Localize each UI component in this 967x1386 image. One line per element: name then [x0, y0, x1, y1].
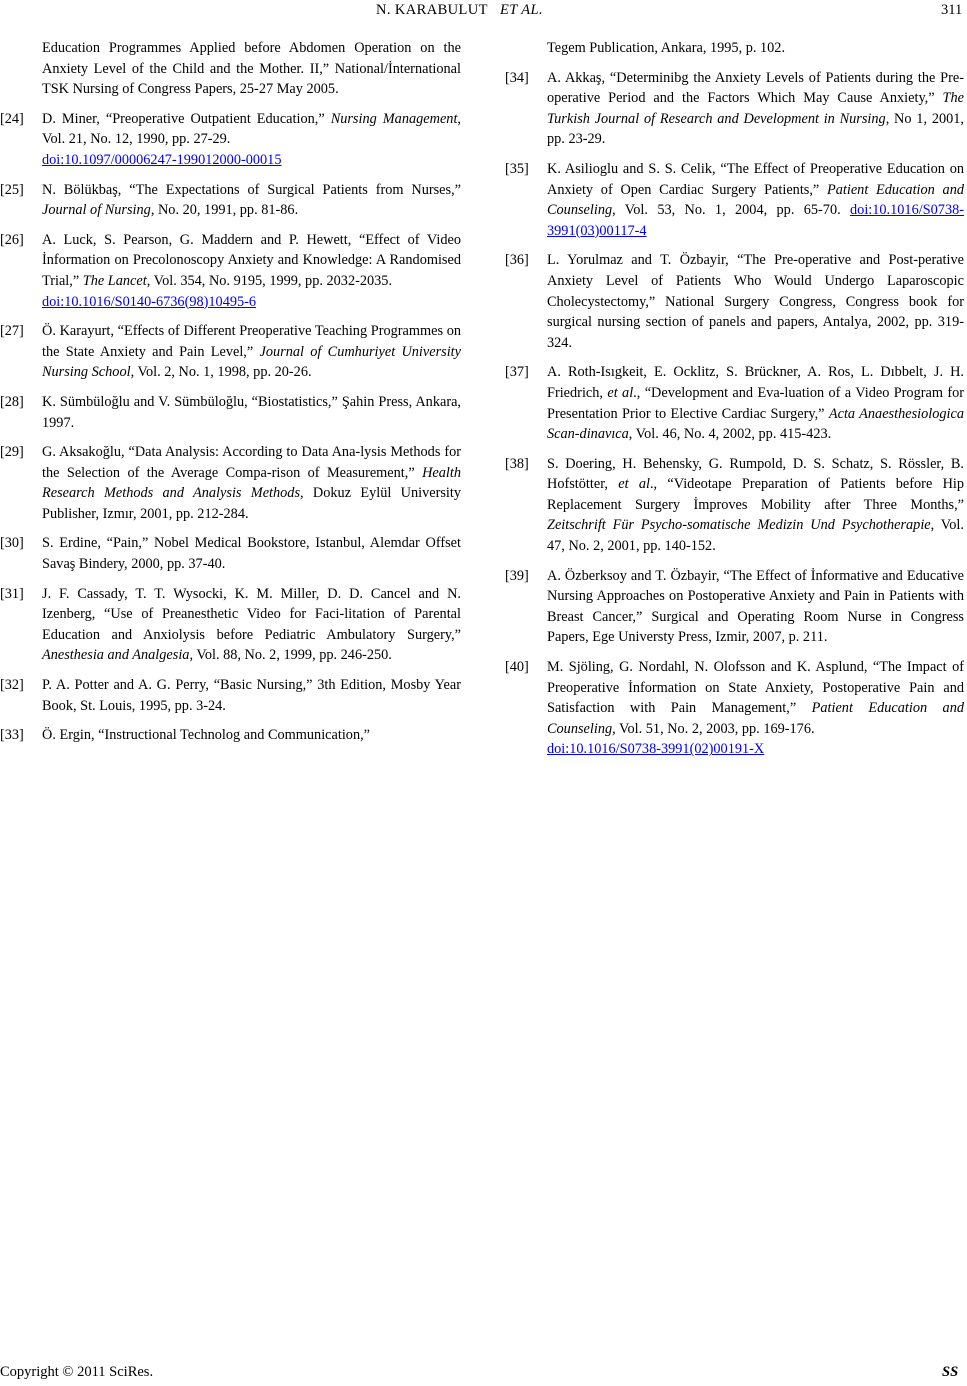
- reference-text: [42, 321, 461, 383]
- reference-item: [0, 442, 461, 524]
- reference-citation: G. Aksakoğlu, “Data Analysis: According to Data Ana-lysis Methods for the Selection of the Average Compa-rison of Measurement,”: [42, 444, 461, 481]
- reference-citation: P. A. Potter and A. G. Perry, “Basic Nursing,” 3th Edition, Mosby Year Book, St. Louis, 1995, pp. 3-24.: [42, 677, 461, 714]
- reference-item: [0, 230, 461, 312]
- reference-number: [38]: [505, 455, 529, 472]
- reference-number: [25]: [0, 181, 24, 198]
- reference-citation: K. Sümbüloğlu and V. Sümbüloğlu, “Biostatistics,” Şahin Press, Ankara, 1997.: [42, 393, 461, 431]
- reference-citation: Ö. Karayurt, “Effects of Different Preoperative Teaching Programmes on the State Anxiety and Pain Level,”: [42, 323, 461, 360]
- reference-item: [0, 533, 461, 574]
- reference-details: , No. 20, 1991, pp. 81-86.: [150, 202, 299, 219]
- reference-citation: J. F. Cassady, T. T. Wysocki, K. M. Miller, D. D. Cancel and N. Izenberg, “Use of Preanesthetic Video for Faci-litation of Parental Education and Anxiolysis before Pediatric Ambulatory Surgery,”: [42, 585, 461, 643]
- reference-details: , Vol. 354, No. 9195, 1999, pp. 2032-2035.: [146, 272, 393, 289]
- reference-journal-title: et al: [607, 384, 634, 401]
- reference-journal-title: Nursing Management: [330, 110, 458, 127]
- right-column: [505, 38, 964, 769]
- reference-citation: L. Yorulmaz and T. Özbayir, “The Pre-operative and Post-perative Anxiety Level of Patients Who Would Undergo Laparoscopic Cholecystectomy,” National Surgery Congress, Congress book for surgical nursing section of panels and papers, Antalya, 2002, pp. 319-324.: [547, 252, 964, 351]
- reference-citation: S. Erdine, “Pain,” Nobel Medical Bookstore, Istanbul, Alemdar Offset Savaş Bindery, 2000, pp. 37-40.: [42, 535, 461, 573]
- reference-details: , Vol. 51, No. 2, 2003, pp. 169-176.: [612, 720, 815, 737]
- reference-text: [42, 230, 461, 312]
- reference-text: [547, 454, 964, 557]
- reference-item: [505, 68, 964, 150]
- reference-details: , Vol. 21, No. 12, 1990, pp. 27-29.: [42, 110, 461, 148]
- reference-citation: M. Sjöling, G. Nordahl, N. Olofsson and K. Asplund, “The Impact of Preoperative İnformation on State Anxiety, Postoperative Pain and Satisfaction with Pain Management,”: [547, 659, 964, 717]
- reference-citation: S. Doering, H. Behensky, G. Rumpold, D. S. Schatz, S. Rössler, B. Hofstötter,: [547, 455, 964, 493]
- reference-item: [505, 657, 964, 760]
- reference-number: [31]: [0, 585, 24, 602]
- reference-doi-link[interactable]: doi:10.1016/S0738-3991(03)00117-4: [547, 202, 964, 239]
- reference-text: Tegem Publication, Ankara, 1995, p. 102.: [547, 40, 786, 56]
- reference-item: [505, 566, 964, 648]
- reference-number: [29]: [0, 444, 24, 461]
- reference-text: [42, 392, 461, 433]
- reference-doi-link[interactable]: doi:10.1016/S0140-6736(98)10495-6: [42, 293, 257, 310]
- reference-citation: D. Miner, “Preoperative Outpatient Education,”: [42, 110, 331, 127]
- reference-number: [39]: [505, 567, 529, 584]
- reference-details: , No 1, 2001, pp. 23-29.: [547, 110, 964, 148]
- reference-item: [505, 454, 964, 557]
- left-reference-list: [0, 109, 461, 746]
- reference-33-continued: [505, 38, 964, 59]
- reference-text: [547, 250, 964, 353]
- reference-citation: A. Roth-Isıgkeit, E. Ocklitz, S. Brückner, A. Ros, L. Dıbbelt, J. H. Friedrich,: [547, 364, 964, 401]
- reference-details: , Vol. 88, No. 2, 1999, pp. 246-250.: [189, 647, 392, 664]
- reference-number: [32]: [0, 677, 24, 694]
- reference-item: [505, 250, 964, 353]
- reference-text: [547, 159, 964, 241]
- reference-details: , Vol. 47, No. 2, 2001, pp. 140-152.: [547, 517, 964, 555]
- reference-number: [26]: [0, 231, 24, 248]
- reference-number: [40]: [505, 659, 529, 676]
- journal-abbreviation: SS: [942, 1364, 959, 1380]
- reference-number: [37]: [505, 364, 529, 381]
- reference-text: [42, 533, 461, 574]
- reference-citation: N. Bölükbaş, “The Expectations of Surgical Patients from Nurses,”: [42, 181, 461, 198]
- reference-details: , Dokuz Eylül University Publisher, Izmır, 2001, pp. 212-284.: [42, 485, 461, 522]
- reference-text: [42, 442, 461, 524]
- reference-number: [30]: [0, 535, 24, 552]
- running-head: [0, 2, 967, 22]
- reference-journal-title: Patient Education and Counseling: [547, 181, 964, 219]
- reference-text: [547, 566, 964, 648]
- reference-item: [0, 725, 461, 746]
- reference-citation: A. Özberksoy and T. Özbayir, “The Effect of İnformative and Educative Nursing Approaches on Postoperative Anxiety and Pain in Patients with Breast Cancer,” Surgical and Operating Room Nurse in Congress Papers, Ege Universty Press, Izmir, 2007, p. 211.: [547, 567, 964, 646]
- reference-number: [35]: [505, 160, 529, 177]
- page-number: 311: [941, 2, 963, 18]
- reference-number: [28]: [0, 393, 24, 410]
- page-footer: [0, 1364, 967, 1384]
- reference-journal-title: Acta Anaesthesiologica Scan-dinavıca: [547, 405, 965, 443]
- reference-item: [0, 584, 461, 666]
- reference-item: [0, 321, 461, 383]
- reference-text: [42, 109, 461, 171]
- reference-item: [0, 180, 461, 221]
- reference-journal-title: Journal of Cumhuriyet University Nursing School: [42, 343, 461, 381]
- reference-text: [42, 584, 461, 666]
- reference-journal-title: Patient Education and Counseling: [547, 700, 964, 737]
- reference-details: ., “Videotape Preparation of Patients before Hip Replacement Surgery İmproves Mobility after Three Months,”: [547, 476, 965, 513]
- copyright-notice: Copyright © 2011 SciRes.: [0, 1364, 154, 1380]
- reference-citation: Ö. Ergin, “Instructional Technolog and Communication,”: [42, 727, 371, 744]
- reference-number: [27]: [0, 323, 24, 340]
- reference-number: [36]: [505, 252, 529, 269]
- reference-details: , Vol. 53, No. 1, 2004, pp. 65-70.: [612, 202, 851, 219]
- reference-journal-title: Health Research Methods and Analysis Methods: [42, 464, 461, 502]
- reference-text: [42, 725, 461, 746]
- reference-journal-title: et al: [618, 476, 650, 493]
- reference-details: , Vol. 46, No. 4, 2002, pp. 415-423.: [628, 426, 832, 443]
- reference-citation: K. Asilioglu and S. S. Celik, “The Effect of Preoperative Education on Anxiety of Open Cardiac Surgery Patients,”: [547, 160, 964, 198]
- reference-citation: A. Akkaş, “Determinibg the Anxiety Levels of Patients during the Pre-operative Period and the Factors Which May Cause Anxiety,”: [547, 69, 964, 107]
- reference-item: [505, 159, 964, 241]
- reference-item: [505, 362, 964, 444]
- reference-text: [42, 180, 461, 221]
- reference-details: ., “Development and Eva-luation of a Video Program for Presentation Prior to Elective Cardiac Surgery,”: [547, 384, 964, 422]
- reference-item: [0, 392, 461, 433]
- reference-journal-title: Zeitschrift Für Psycho-somatische Medizin Und Psychotherapie: [547, 517, 931, 534]
- reference-item: [0, 675, 461, 716]
- reference-journal-title: The Turkish Journal of Research and Development in Nursing: [547, 90, 964, 127]
- right-reference-list: [505, 68, 964, 760]
- reference-23-continued: [0, 38, 461, 100]
- reference-text: [547, 68, 964, 150]
- reference-text: [42, 675, 461, 716]
- reference-details: , Vol. 2, No. 1, 1998, pp. 20-26.: [130, 364, 312, 381]
- reference-text: [547, 657, 964, 760]
- reference-doi-link[interactable]: doi:10.1016/S0738-3991(02)00191-X: [547, 741, 765, 758]
- running-head-authors: N. KARABULUT ET AL.: [376, 2, 543, 18]
- reference-doi-link[interactable]: doi:10.1097/00006247-199012000-00015: [42, 151, 282, 168]
- reference-text: Education Programmes Applied before Abdomen Operation on the Anxiety Level of the Child and the Mother. II,” National/İnternational TSK Nursing of Congress Papers, 25-27 May 2005.: [42, 40, 461, 98]
- reference-item: [0, 109, 461, 171]
- reference-journal-title: Journal of Nursing: [42, 202, 151, 219]
- reference-citation: A. Luck, S. Pearson, G. Maddern and P. Hewett, “Effect of Video İnformation on Precolonoscopy Anxiety and Knowledge: A Randomised Trial,”: [42, 231, 461, 289]
- running-head-et-al: ET AL.: [500, 2, 543, 18]
- reference-number: [24]: [0, 110, 24, 127]
- reference-number: [34]: [505, 69, 529, 86]
- reference-journal-title: Anesthesia and Analgesia: [42, 647, 190, 664]
- reference-journal-title: The Lancet: [82, 272, 147, 289]
- reference-number: [33]: [0, 727, 24, 744]
- left-column: [0, 38, 461, 755]
- reference-text: [547, 362, 964, 444]
